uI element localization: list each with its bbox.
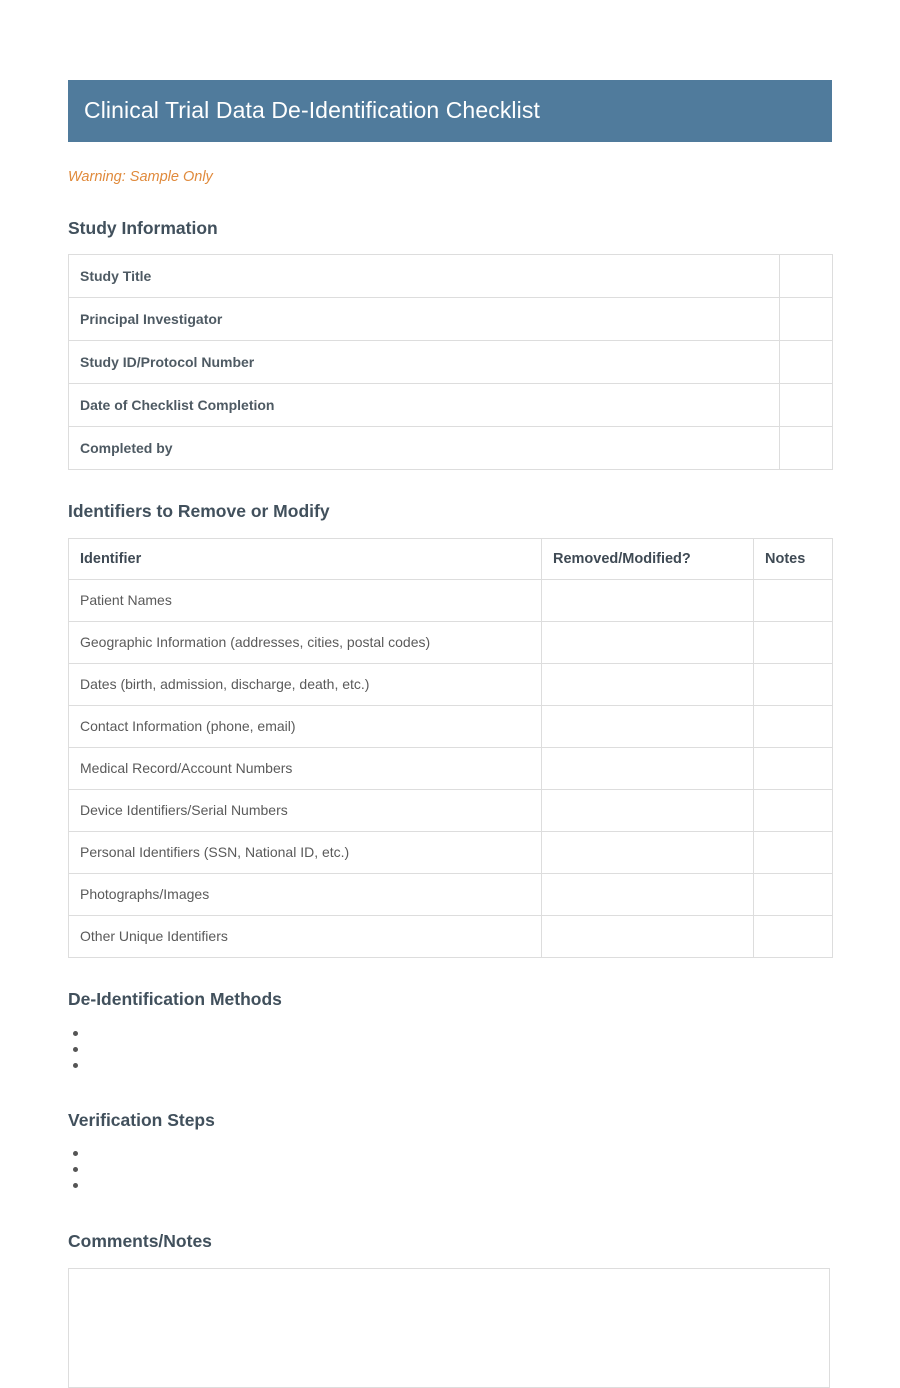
identifier-label-contact-information: Contact Information (phone, email) (69, 705, 542, 747)
document-title-banner: Clinical Trial Data De-Identification Checklist (68, 80, 832, 142)
identifier-removed-contact-information[interactable] (542, 705, 754, 747)
table-row (69, 254, 833, 297)
identifier-removed-personal-identifiers[interactable] (542, 831, 754, 873)
study-label-principal-investigator: Principal Investigator (69, 297, 780, 340)
table-row (69, 789, 833, 831)
identifier-label-device-identifiers: Device Identifiers/Serial Numbers (69, 789, 542, 831)
section-heading-verification-steps: Verification Steps (68, 1109, 215, 1130)
section-heading-deidentification-methods: De-Identification Methods (68, 988, 282, 1009)
column-header-identifier: Identifier (69, 538, 542, 579)
identifier-label-medical-record-numbers: Medical Record/Account Numbers (69, 747, 542, 789)
table-row (69, 831, 833, 873)
sample-warning-text: Warning: Sample Only (68, 168, 213, 185)
identifiers-table-head (69, 538, 833, 579)
section-heading-study-information: Study Information (68, 217, 218, 238)
study-label-study-id: Study ID/Protocol Number (69, 340, 780, 383)
table-row (69, 383, 833, 426)
list-item[interactable] (68, 1025, 832, 1041)
identifier-label-dates: Dates (birth, admission, discharge, death, etc.) (69, 663, 542, 705)
identifier-removed-patient-names[interactable] (542, 579, 754, 621)
identifiers-table (68, 538, 833, 958)
identifiers-table-body (69, 579, 833, 957)
table-row (69, 915, 833, 957)
identifier-label-other-unique-identifiers: Other Unique Identifiers (69, 915, 542, 957)
identifier-removed-other-unique-identifiers[interactable] (542, 915, 754, 957)
list-item[interactable] (68, 1041, 832, 1057)
study-label-completed-by: Completed by (69, 426, 780, 469)
table-row (69, 663, 833, 705)
study-label-date-completion: Date of Checklist Completion (69, 383, 780, 426)
section-heading-identifiers: Identifiers to Remove or Modify (68, 500, 330, 521)
column-header-removed-modified: Removed/Modified? (542, 538, 754, 579)
table-header-row (69, 538, 833, 579)
table-row (69, 340, 833, 383)
comments-notes-field[interactable] (68, 1268, 830, 1388)
identifier-notes-photographs-images[interactable] (754, 873, 833, 915)
verification-steps-list (68, 1145, 832, 1193)
column-header-notes: Notes (754, 538, 833, 579)
identifier-notes-contact-information[interactable] (754, 705, 833, 747)
study-information-table (68, 254, 833, 470)
deidentification-methods-list (68, 1025, 832, 1073)
identifier-notes-patient-names[interactable] (754, 579, 833, 621)
identifier-label-patient-names: Patient Names (69, 579, 542, 621)
identifier-label-photographs-images: Photographs/Images (69, 873, 542, 915)
list-item[interactable] (68, 1177, 832, 1193)
list-item[interactable] (68, 1057, 832, 1073)
identifier-notes-device-identifiers[interactable] (754, 789, 833, 831)
identifier-notes-other-unique-identifiers[interactable] (754, 915, 833, 957)
table-row (69, 426, 833, 469)
table-row (69, 705, 833, 747)
list-item[interactable] (68, 1161, 832, 1177)
study-value-study-title[interactable] (780, 254, 833, 297)
list-item[interactable] (68, 1145, 832, 1161)
identifier-removed-dates[interactable] (542, 663, 754, 705)
study-information-body (69, 254, 833, 469)
study-value-completed-by[interactable] (780, 426, 833, 469)
table-row (69, 873, 833, 915)
document-page (68, 0, 832, 1388)
identifier-label-geographic-information: Geographic Information (addresses, cities, postal codes) (69, 621, 542, 663)
table-row (69, 297, 833, 340)
study-value-study-id[interactable] (780, 340, 833, 383)
study-label-study-title: Study Title (69, 254, 780, 297)
identifier-removed-medical-record-numbers[interactable] (542, 747, 754, 789)
identifier-notes-geographic-information[interactable] (754, 621, 833, 663)
identifier-notes-medical-record-numbers[interactable] (754, 747, 833, 789)
study-value-principal-investigator[interactable] (780, 297, 833, 340)
table-row (69, 579, 833, 621)
study-value-date-completion[interactable] (780, 383, 833, 426)
identifier-removed-device-identifiers[interactable] (542, 789, 754, 831)
identifier-removed-photographs-images[interactable] (542, 873, 754, 915)
identifier-label-personal-identifiers: Personal Identifiers (SSN, National ID, etc.) (69, 831, 542, 873)
section-heading-comments-notes: Comments/Notes (68, 1231, 212, 1252)
identifier-removed-geographic-information[interactable] (542, 621, 754, 663)
table-row (69, 621, 833, 663)
table-row (69, 747, 833, 789)
identifier-notes-dates[interactable] (754, 663, 833, 705)
identifier-notes-personal-identifiers[interactable] (754, 831, 833, 873)
